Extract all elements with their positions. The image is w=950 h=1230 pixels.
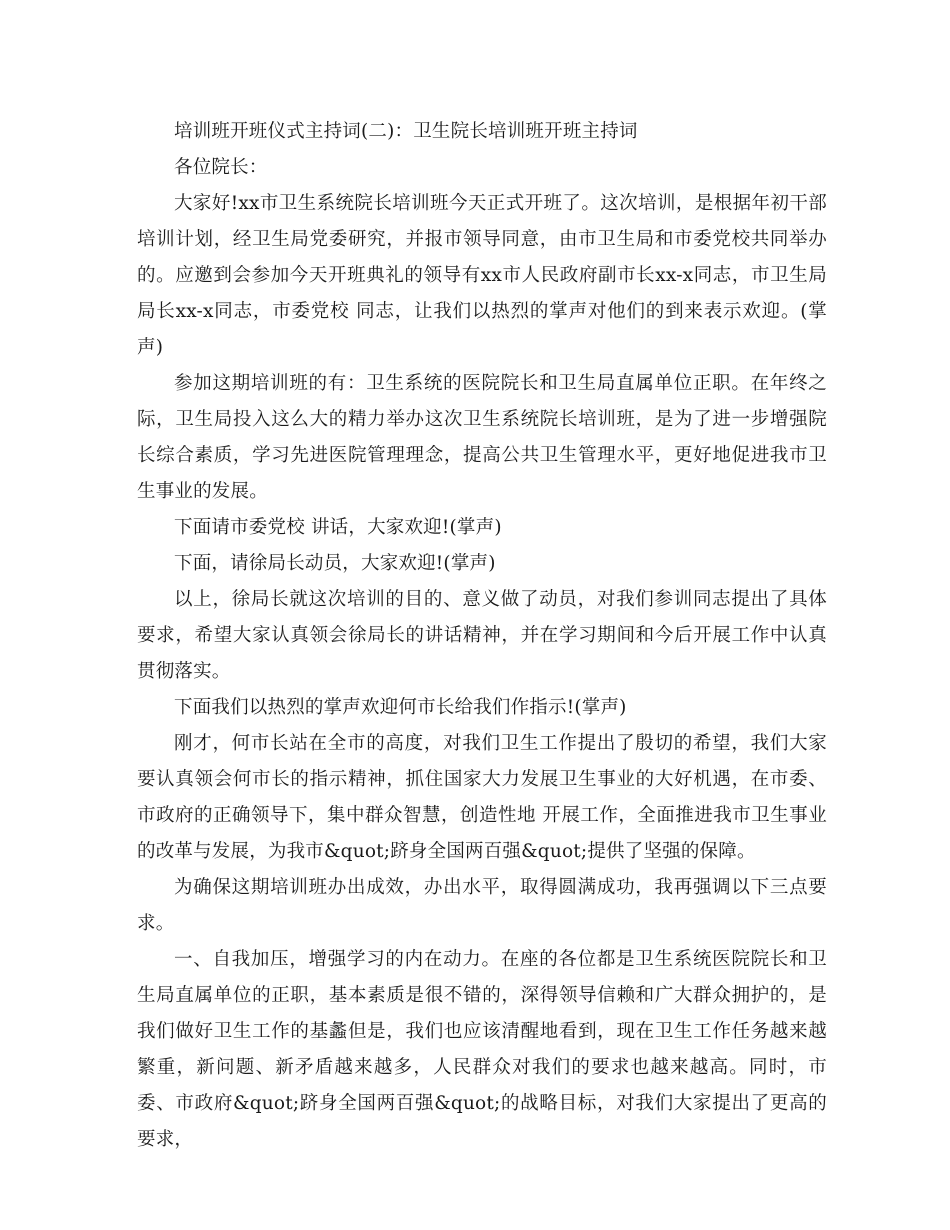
salutation: 各位院长： [174,157,268,178]
paragraph-requirements-intro: 为确保这期培训班办出成效，办出水平，取得圆满成功，我再强调以下三点要求。 [137,877,827,934]
paragraph-mayor-instruction: 下面我们以热烈的掌声欢迎何市长给我们作指示!(掌声) [174,697,627,718]
paragraph-director-mobilization: 下面，请徐局长动员，大家欢迎!(掌声) [174,553,496,574]
paragraph-participants: 参加这期培训班的有：卫生系统的医院院长和卫生局直属单位正职。在年终之际，卫生局投入这么大的精力举办这次卫生系统院长培训班，是为了进一步增强院长综合素质，学习先进医院管理理念，提高公共卫生管理水平，更好地促进我市卫生事业的发展。 [137,373,827,502]
paragraph-opening: 大家好!xx市卫生系统院长培训班今天正式开班了。这次培训，是根据年初干部培训计划，经卫生局党委研究，并报市领导同意，由市卫生局和市委党校共同举办的。应邀到会参加今天开班典礼的领导有xx市人民政府副市长xx-x同志，市卫生局局长xx-x同志，市委党校 同志，让我们以热烈的掌声对他们的到来表示欢迎。(掌声) [137,193,827,358]
paragraph-mayor-summary: 刚才，何市长站在全市的高度，对我们卫生工作提出了殷切的希望，我们大家要认真领会何市长的指示精神，抓住国家大力发展卫生事业的大好机遇，在市委、市政府的正确领导下，集中群众智慧，创造性地 开展工作，全面推进我市卫生事业的改革与发展，为我市&quot;跻身全国两百强&quot;提供了坚强的保障。 [137,733,827,862]
document-title: 培训班开班仪式主持词(二)：卫生院长培训班开班主持词 [174,121,638,142]
paragraph-party-school-speech: 下面请市委党校 讲话，大家欢迎!(掌声) [174,517,502,538]
paragraph-director-summary: 以上，徐局长就这次培训的目的、意义做了动员，对我们参训同志提出了具体要求，希望大家认真领会徐局长的讲话精神，并在学习期间和今后开展工作中认真贯彻落实。 [137,589,827,682]
paragraph-requirement-one: 一、自我加压，增强学习的内在动力。在座的各位都是卫生系统医院院长和卫生局直属单位的正职，基本素质是很不错的，深得领导信赖和广大群众拥护的，是我们做好卫生工作的基蠡但是，我们也应该清醒地看到，现在卫生工作任务越来越繁重，新问题、新矛盾越来越多，人民群众对我们的要求也越来越高。同时，市委、市政府&quot;跻身全国两百强&quot;的战略目标，对我们大家提出了更高的要求， [137,949,827,1150]
document-body [137,114,827,1158]
